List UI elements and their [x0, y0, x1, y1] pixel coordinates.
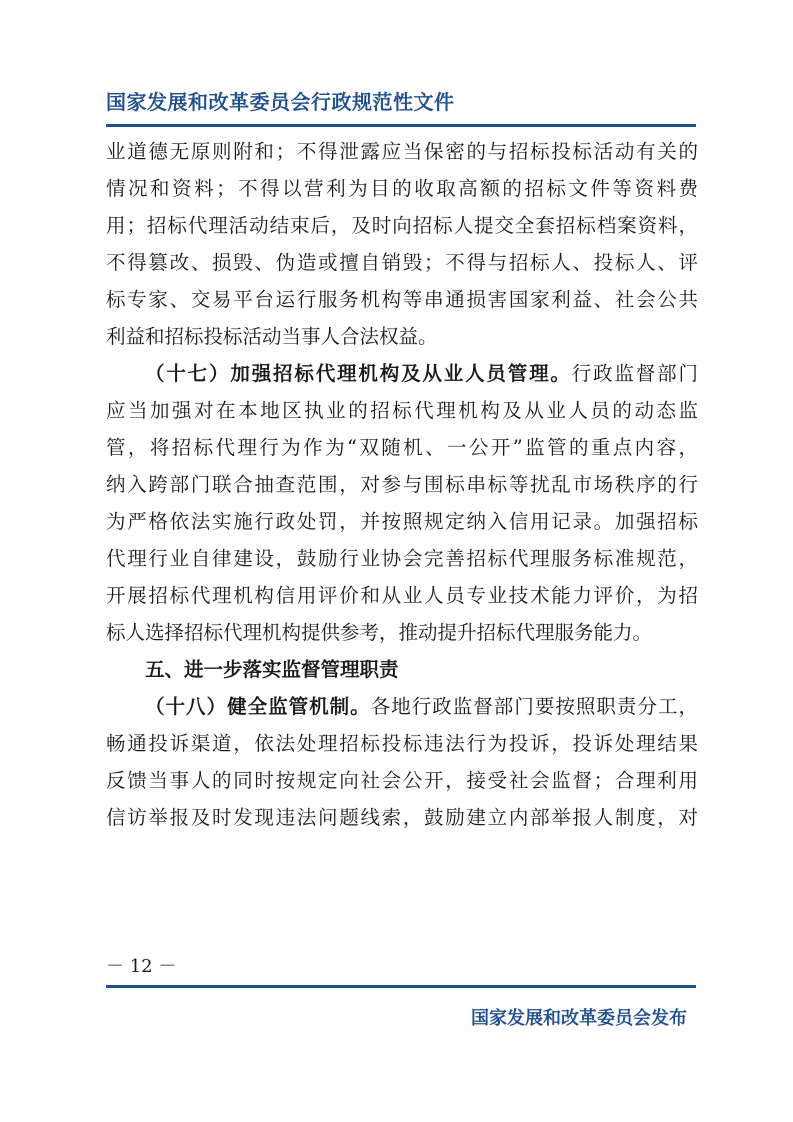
footer-divider: [106, 985, 696, 988]
body-line: 信访举报及时发现违法问题线索，鼓励建立内部举报人制度，对: [106, 806, 698, 829]
paragraph-18-first-line: [106, 688, 698, 725]
body-line: 业道德无原则附和；不得泄露应当保密的与招标投标活动有关的: [106, 140, 698, 163]
body-line: 情况和资料；不得以营利为目的收取高额的招标文件等资料费: [106, 177, 698, 200]
body-line: 管，将招标代理行为作为“双随机、一公开”监管的重点内容，: [106, 436, 698, 459]
body-line: 用；招标代理活动结束后，及时向招标人提交全套招标档案资料，: [106, 214, 698, 237]
clause-18-heading: （十八）健全监管机制。: [145, 695, 371, 718]
body-line: 应当加强对在本地区执业的招标代理机构及从业人员的动态监: [106, 399, 698, 422]
paragraph-17-first-line: [106, 355, 698, 392]
body-line: 代理行业自律建设，鼓励行业协会完善招标代理服务标准规范，: [106, 547, 698, 570]
body-line: 为严格依法实施行政处罚，并按照规定纳入信用记录。加强招标: [106, 510, 698, 533]
body-line: 反馈当事人的同时按规定向社会公开，接受社会监督；合理利用: [106, 769, 698, 792]
body-line: 利益和招标投标活动当事人合法权益。: [106, 325, 438, 348]
body-text-span: 行政监督部门: [571, 362, 698, 385]
body-line: 不得篡改、损毁、伪造或擅自销毁；不得与招标人、投标人、评: [106, 251, 698, 274]
body-line: 标专家、交易平台运行服务机构等串通损害国家利益、社会公共: [106, 288, 698, 311]
page-number: － 12 －: [106, 956, 177, 977]
document-header-title: 国家发展和改革委员会行政规范性文件: [106, 90, 455, 114]
document-body: [106, 133, 698, 836]
body-line: 标人选择招标代理机构提供参考，推动提升招标代理服务能力。: [106, 621, 653, 644]
section-heading: 五、进一步落实监督管理职责: [145, 658, 399, 681]
body-text-span: 各地行政监督部门要按照职责分工，: [370, 695, 698, 718]
body-line: 畅通投诉渠道，依法处理招标投标违法行为投诉，投诉处理结果: [106, 732, 698, 755]
body-line: 纳入跨部门联合抽查范围，对参与围标串标等扰乱市场秩序的行: [106, 473, 698, 496]
clause-17-heading: （十七）加强招标代理机构及从业人员管理。: [145, 362, 572, 385]
header-divider: [106, 124, 696, 127]
footer-publisher: 国家发展和改革委员会发布: [471, 1008, 687, 1029]
body-line: 开展招标代理机构信用评价和从业人员专业技术能力评价，为招: [106, 584, 698, 607]
